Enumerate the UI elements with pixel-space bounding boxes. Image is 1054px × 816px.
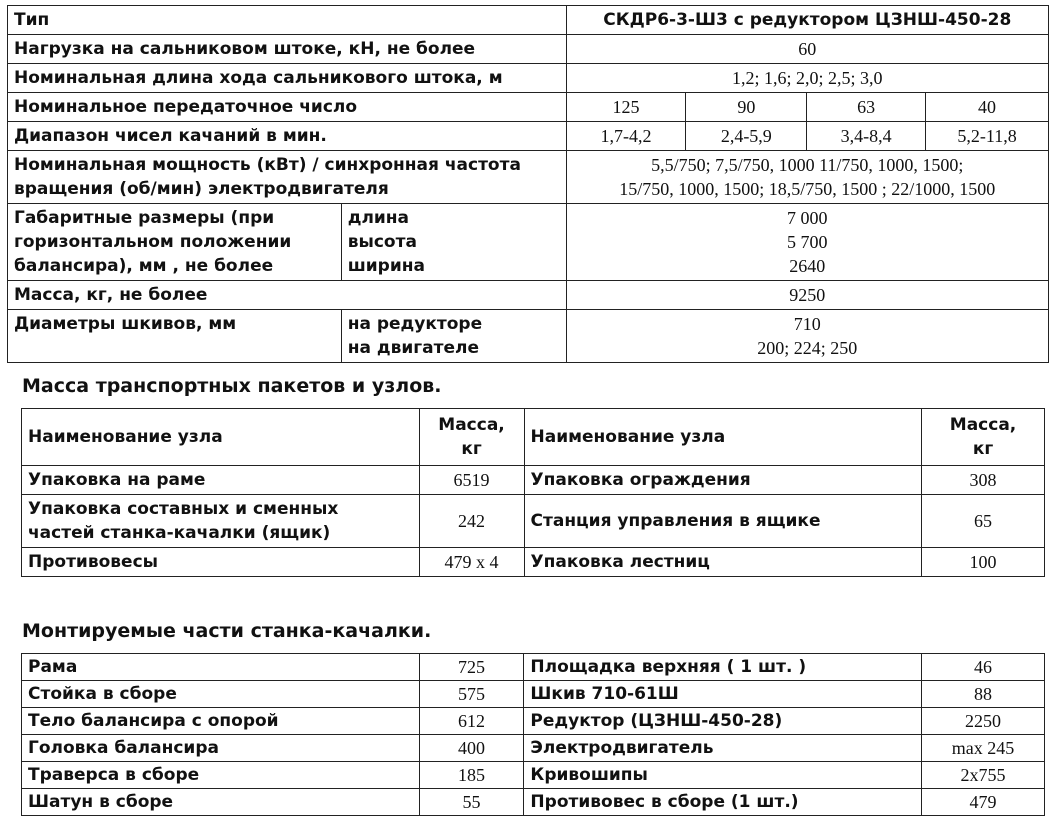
spec-row-pulley [8, 310, 1049, 363]
spec-row-swing [8, 122, 1049, 151]
part-name: Кривошипы [524, 762, 922, 789]
spec-row-weight [8, 281, 1049, 310]
table-row [22, 495, 1045, 548]
swing-label: Диапазон чисел качаний в мин. [8, 122, 567, 151]
part-name: Стойка в сборе [22, 681, 420, 708]
ratio-value: 125 [566, 93, 686, 122]
table-row [22, 681, 1045, 708]
item-mass: 100 [922, 548, 1045, 577]
item-name: Упаковка ограждения [524, 466, 922, 495]
part-mass: 725 [419, 654, 524, 681]
part-name: Траверса в сборе [22, 762, 420, 789]
ratio-label: Номинальное передаточное число [8, 93, 567, 122]
table-row [22, 466, 1045, 495]
spec-row-power [8, 151, 1049, 204]
swing-value: 2,4-5,9 [686, 122, 807, 151]
item-mass: 308 [922, 466, 1045, 495]
part-mass: 479 [922, 789, 1045, 816]
part-mass: 2x755 [922, 762, 1045, 789]
pulley-values: 710 200; 224; 250 [566, 310, 1048, 363]
part-name: Шкив 710-61Ш [524, 681, 922, 708]
item-name: Станция управления в ящике [524, 495, 922, 548]
item-name: Упаковка на раме [22, 466, 420, 495]
part-mass: 55 [419, 789, 524, 816]
spec-row-dims [8, 204, 1049, 281]
spec-row-ratio [8, 93, 1049, 122]
swing-value: 1,7-4,2 [566, 122, 686, 151]
table-row [22, 708, 1045, 735]
part-mass: 88 [922, 681, 1045, 708]
table-row [22, 762, 1045, 789]
power-label: Номинальная мощность (кВт) / синхронная частота вращения (об/мин) электродвигателя [8, 151, 567, 204]
col-name-header: Наименование узла [22, 409, 420, 466]
mass-heading: Масса транспортных пакетов и узлов. [22, 375, 442, 397]
weight-label: Масса, кг, не более [8, 281, 567, 310]
mass-header-row [22, 409, 1045, 466]
part-name: Шатун в сборе [22, 789, 420, 816]
pulley-names: на редукторе на двигателе [341, 310, 566, 363]
part-mass: 185 [419, 762, 524, 789]
part-name: Площадка верхняя ( 1 шт. ) [524, 654, 922, 681]
mount-heading: Монтируемые части станка-качалки. [22, 620, 432, 642]
swing-value: 5,2-11,8 [926, 122, 1049, 151]
table-row [22, 789, 1045, 816]
ratio-value: 90 [686, 93, 807, 122]
part-name: Головка балансира [22, 735, 420, 762]
mass-table [21, 408, 1045, 577]
table-row [22, 654, 1045, 681]
part-name: Рама [22, 654, 420, 681]
item-mass: 6519 [419, 466, 524, 495]
dims-values: 7 000 5 700 2640 [566, 204, 1048, 281]
ratio-value: 63 [807, 93, 926, 122]
stroke-value: 1,2; 1,6; 2,0; 2,5; 3,0 [566, 64, 1048, 93]
item-mass: 242 [419, 495, 524, 548]
weight-value: 9250 [566, 281, 1048, 310]
dims-names: длина высота ширина [341, 204, 566, 281]
type-label: Тип [8, 6, 567, 35]
part-name: Тело балансира с опорой [22, 708, 420, 735]
table-row [22, 735, 1045, 762]
part-mass: 46 [922, 654, 1045, 681]
col-mass-header: Масса, кг [922, 409, 1045, 466]
load-value: 60 [566, 35, 1048, 64]
power-value: 5,5/750; 7,5/750, 1000 11/750, 1000, 1500; 15/750, 1000, 1500; 18,5/750, 1500 ; 22/1000, 1500 [566, 151, 1048, 204]
part-name: Электродвигатель [524, 735, 922, 762]
item-name: Упаковка лестниц [524, 548, 922, 577]
dims-label: Габаритные размеры (при горизонтальном положении балансира), мм , не более [8, 204, 342, 281]
part-name: Противовес в сборе (1 шт.) [524, 789, 922, 816]
part-mass: max 245 [922, 735, 1045, 762]
item-mass: 479 x 4 [419, 548, 524, 577]
pulley-label: Диаметры шкивов, мм [8, 310, 342, 363]
spec-row-load [8, 35, 1049, 64]
stroke-label: Номинальная длина хода сальникового штока, м [8, 64, 567, 93]
ratio-value: 40 [926, 93, 1049, 122]
load-label: Нагрузка на сальниковом штоке, кН, не более [8, 35, 567, 64]
table-row [22, 548, 1045, 577]
spec-row-stroke [8, 64, 1049, 93]
part-name: Редуктор (ЦЗНШ-450-28) [524, 708, 922, 735]
part-mass: 612 [419, 708, 524, 735]
col-mass-header: Масса, кг [419, 409, 524, 466]
col-name-header: Наименование узла [524, 409, 922, 466]
mount-table [21, 653, 1045, 816]
part-mass: 575 [419, 681, 524, 708]
spec-row-type [8, 6, 1049, 35]
spec-table [7, 5, 1049, 363]
swing-value: 3,4-8,4 [807, 122, 926, 151]
type-value: СКДР6-3-Ш3 с редуктором ЦЗНШ-450-28 [566, 6, 1048, 35]
item-name: Упаковка составных и сменных частей станка-качалки (ящик) [22, 495, 420, 548]
item-name: Противовесы [22, 548, 420, 577]
part-mass: 400 [419, 735, 524, 762]
part-mass: 2250 [922, 708, 1045, 735]
item-mass: 65 [922, 495, 1045, 548]
